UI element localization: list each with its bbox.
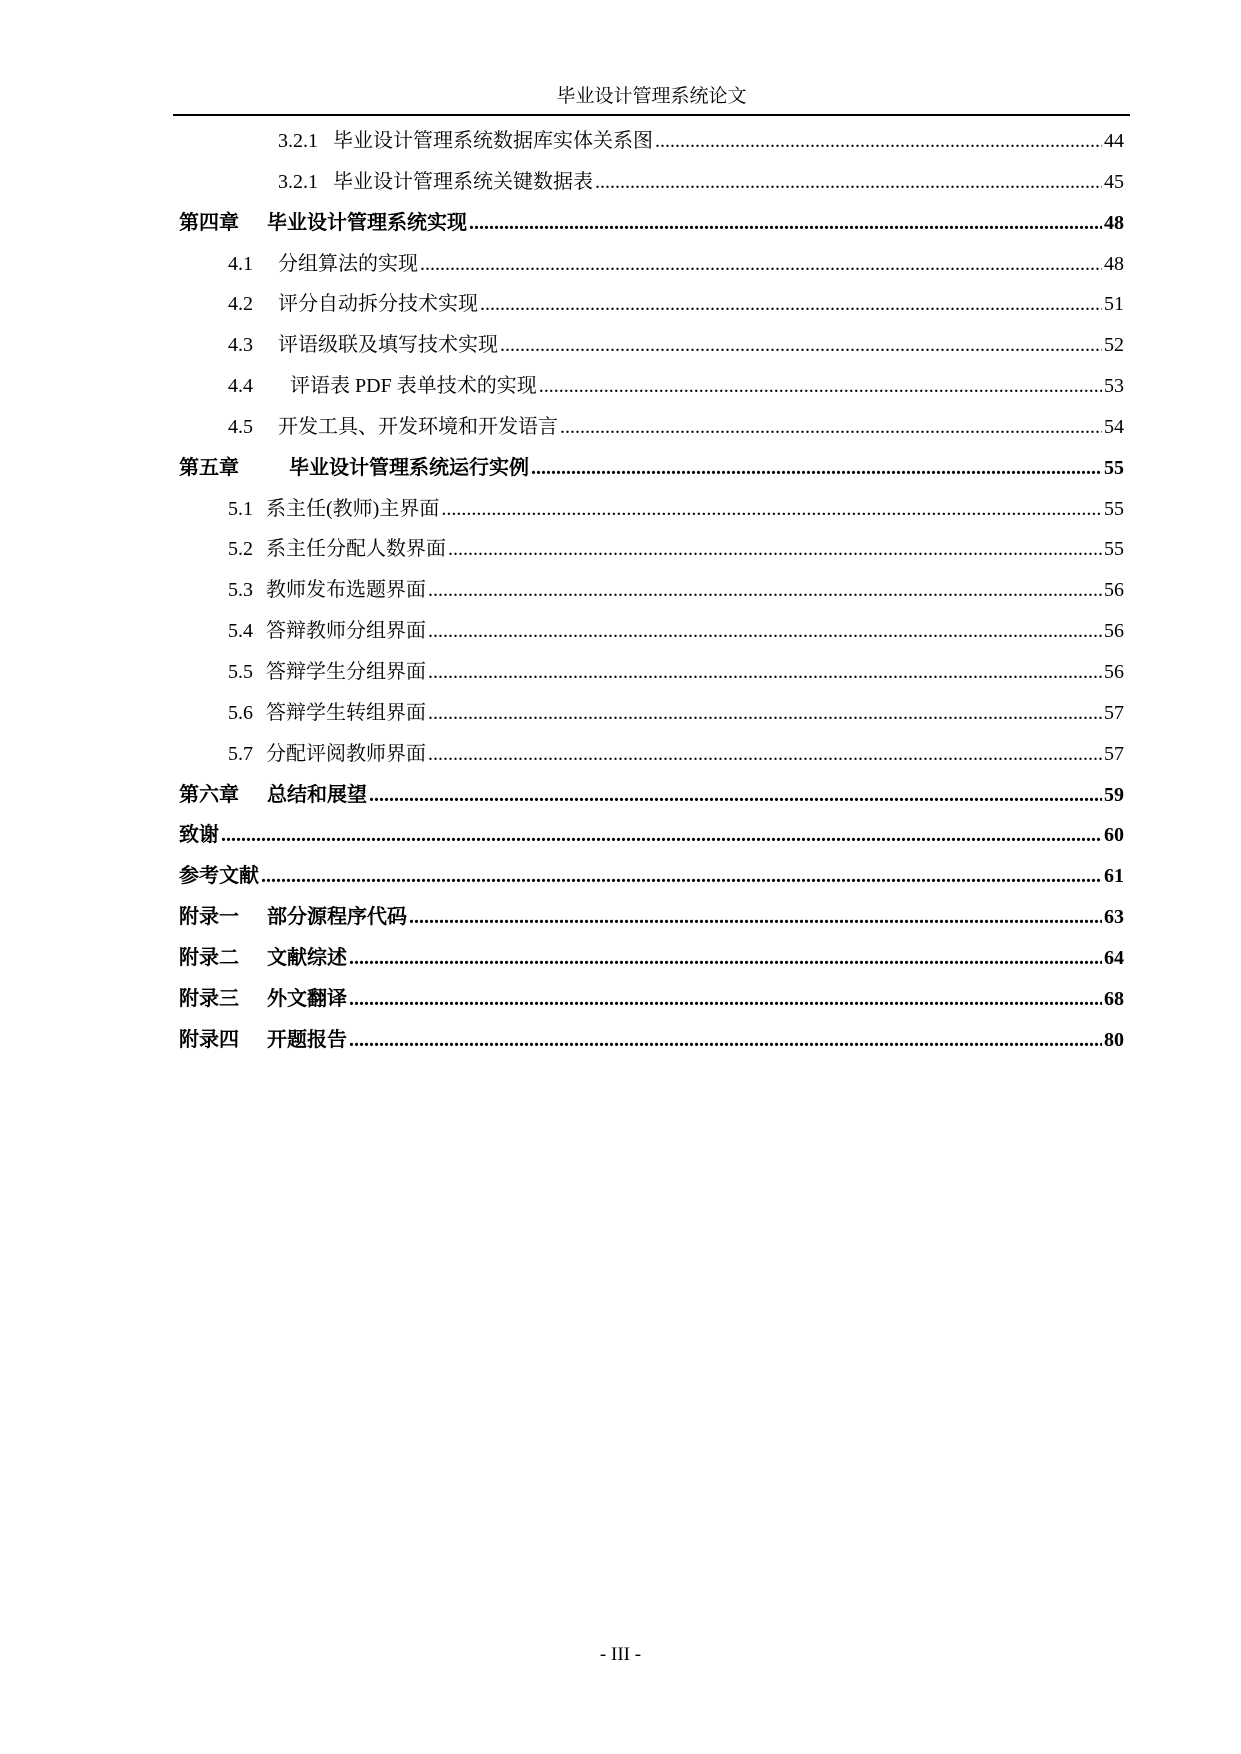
toc-entry-3-2-1-key-tables[interactable] bbox=[0, 162, 1241, 203]
toc-entry-5-2[interactable] bbox=[0, 529, 1241, 570]
toc-entry-appendix-1[interactable] bbox=[0, 897, 1241, 938]
dot-leader bbox=[349, 1020, 1102, 1060]
toc-entry-page: 55 bbox=[1104, 538, 1124, 561]
toc-entry-chapter-4[interactable] bbox=[0, 203, 1241, 244]
page-number: - III - bbox=[599, 1644, 642, 1665]
toc-entry-number: 5.6 bbox=[228, 701, 253, 724]
toc-entry-4-3[interactable] bbox=[0, 325, 1241, 366]
toc-entry-title: 文献综述 bbox=[267, 946, 347, 969]
toc-entry-5-7[interactable] bbox=[0, 734, 1241, 775]
dot-leader bbox=[428, 570, 1102, 610]
toc-entry-title: 毕业设计管理系统运行实例 bbox=[289, 456, 529, 479]
toc-entry-page: 59 bbox=[1104, 783, 1124, 806]
page-header: 毕业设计管理系统论文 bbox=[556, 86, 747, 107]
toc-entry-appendix-3[interactable] bbox=[0, 979, 1241, 1020]
toc-entry-title: 分配评阅教师界面 bbox=[266, 742, 426, 765]
dot-leader bbox=[595, 162, 1102, 202]
dot-leader bbox=[448, 529, 1102, 569]
toc-entry-title: 答辩教师分组界面 bbox=[266, 620, 426, 643]
dot-leader bbox=[349, 938, 1102, 978]
dot-leader bbox=[428, 734, 1102, 774]
dot-leader bbox=[531, 448, 1102, 488]
toc-entry-page: 44 bbox=[1104, 130, 1124, 152]
toc-entry-title: 总结和展望 bbox=[267, 783, 367, 806]
toc-entry-number: 5.3 bbox=[228, 579, 253, 602]
toc-entry-page: 56 bbox=[1104, 579, 1124, 602]
dot-leader bbox=[261, 856, 1102, 896]
toc-entry-4-4[interactable] bbox=[0, 366, 1241, 407]
toc-entry-number: 4.5 bbox=[228, 415, 253, 438]
toc-entry-title: 参考文献 bbox=[179, 865, 259, 888]
toc-entry-title: 毕业设计管理系统数据库实体关系图 bbox=[333, 130, 653, 152]
toc-entry-5-6[interactable] bbox=[0, 693, 1241, 734]
toc-entry-page: 60 bbox=[1104, 824, 1124, 847]
toc-entry-page: 48 bbox=[1104, 252, 1124, 275]
toc-entry-number: 5.7 bbox=[228, 742, 253, 765]
toc-entry-title: 开题报告 bbox=[267, 1028, 347, 1051]
toc-entry-page: 55 bbox=[1104, 456, 1124, 479]
toc-entry-page: 54 bbox=[1104, 415, 1124, 438]
toc-entry-number: 附录三 bbox=[179, 987, 239, 1010]
dot-leader bbox=[469, 203, 1102, 243]
toc-entry-title: 毕业设计管理系统关键数据表 bbox=[333, 170, 593, 193]
dot-leader bbox=[655, 121, 1102, 161]
dot-leader bbox=[560, 407, 1102, 447]
toc-entry-title: 评语表 PDF 表单技术的实现 bbox=[290, 375, 537, 398]
toc-entry-page: 64 bbox=[1104, 946, 1124, 969]
toc-entry-number: 第六章 bbox=[179, 783, 239, 806]
dot-leader bbox=[369, 775, 1102, 815]
dot-leader bbox=[500, 325, 1102, 365]
toc-entry-title: 毕业设计管理系统实现 bbox=[267, 211, 467, 234]
toc-entry-page: 57 bbox=[1104, 742, 1124, 765]
toc-entry-number: 5.2 bbox=[228, 538, 253, 561]
toc-entry-number: 第四章 bbox=[179, 211, 239, 234]
toc-entry-page: 53 bbox=[1104, 375, 1124, 398]
toc-entry-title: 外文翻译 bbox=[267, 987, 347, 1010]
dot-leader bbox=[428, 611, 1102, 651]
toc-entry-number: 第五章 bbox=[179, 456, 239, 479]
toc-entry-title: 教师发布选题界面 bbox=[266, 579, 426, 602]
toc-entry-title: 评语级联及填写技术实现 bbox=[278, 334, 498, 357]
toc-entry-title: 答辩学生分组界面 bbox=[266, 660, 426, 683]
toc-entry-number: 附录一 bbox=[179, 906, 239, 929]
toc-entry-number: 5.4 bbox=[228, 620, 253, 643]
toc-entry-page: 55 bbox=[1104, 497, 1124, 520]
toc-entry-title: 部分源程序代码 bbox=[267, 906, 407, 929]
toc-entry-number: 3.2.1 bbox=[278, 170, 318, 193]
toc-entry-page: 48 bbox=[1104, 211, 1124, 234]
dot-leader bbox=[539, 366, 1102, 406]
toc-entry-appendix-2[interactable] bbox=[0, 938, 1241, 979]
toc-entry-number: 3.2.1 bbox=[278, 130, 318, 152]
toc-entry-number: 附录四 bbox=[179, 1028, 239, 1051]
toc-entry-page: 56 bbox=[1104, 660, 1124, 683]
toc-entry-title: 系主任(教师)主界面 bbox=[266, 497, 440, 520]
toc-entry-5-4[interactable] bbox=[0, 611, 1241, 652]
toc-entry-title: 答辩学生转组界面 bbox=[266, 701, 426, 724]
toc-entry-page: 56 bbox=[1104, 620, 1124, 643]
toc-entry-number: 5.5 bbox=[228, 660, 253, 683]
header-rule bbox=[173, 114, 1130, 116]
toc-entry-number: 4.2 bbox=[228, 293, 253, 316]
toc-entry-number: 附录二 bbox=[179, 946, 239, 969]
toc-entry-number: 4.1 bbox=[228, 252, 253, 275]
toc-entry-page: 57 bbox=[1104, 701, 1124, 724]
toc-entry-title: 开发工具、开发环境和开发语言 bbox=[278, 415, 558, 438]
toc-entry-number: 4.3 bbox=[228, 334, 253, 357]
toc-entry-appendix-4[interactable] bbox=[0, 1020, 1241, 1061]
toc-entry-5-3[interactable] bbox=[0, 570, 1241, 611]
toc-entry-page: 45 bbox=[1104, 170, 1124, 193]
toc-entry-4-1[interactable] bbox=[0, 244, 1241, 285]
dot-leader bbox=[428, 693, 1102, 733]
toc-entry-3-2-1-er-diagram[interactable] bbox=[0, 121, 1241, 162]
toc-entry-5-1[interactable] bbox=[0, 489, 1241, 530]
toc-entry-page: 61 bbox=[1104, 865, 1124, 888]
toc-entry-page: 51 bbox=[1104, 293, 1124, 316]
dot-leader bbox=[428, 652, 1102, 692]
dot-leader bbox=[441, 489, 1102, 529]
dot-leader bbox=[420, 244, 1102, 284]
toc-entry-number: 5.1 bbox=[228, 497, 253, 520]
toc-entry-page: 80 bbox=[1104, 1028, 1124, 1051]
toc-entry-5-5[interactable] bbox=[0, 652, 1241, 693]
toc-entry-references[interactable] bbox=[0, 856, 1241, 897]
toc-entry-chapter-5[interactable] bbox=[0, 448, 1241, 489]
toc-entry-title: 系主任分配人数界面 bbox=[266, 538, 446, 561]
toc-entry-page: 68 bbox=[1104, 987, 1124, 1010]
toc-entry-page: 63 bbox=[1104, 906, 1124, 929]
dot-leader bbox=[349, 979, 1102, 1019]
toc-entry-title: 致谢 bbox=[179, 824, 219, 847]
toc-entry-4-5[interactable] bbox=[0, 407, 1241, 448]
toc-entry-chapter-6[interactable] bbox=[0, 775, 1241, 816]
dot-leader bbox=[221, 815, 1102, 855]
toc-entry-title: 评分自动拆分技术实现 bbox=[278, 293, 478, 316]
toc-entry-4-2[interactable] bbox=[0, 284, 1241, 325]
dot-leader bbox=[480, 284, 1102, 324]
toc-entry-acknowledgements[interactable] bbox=[0, 815, 1241, 856]
toc-entry-page: 52 bbox=[1104, 334, 1124, 357]
dot-leader bbox=[409, 897, 1102, 937]
toc-entry-number: 4.4 bbox=[228, 375, 253, 398]
table-of-contents bbox=[0, 121, 1241, 1060]
toc-entry-title: 分组算法的实现 bbox=[278, 252, 418, 275]
